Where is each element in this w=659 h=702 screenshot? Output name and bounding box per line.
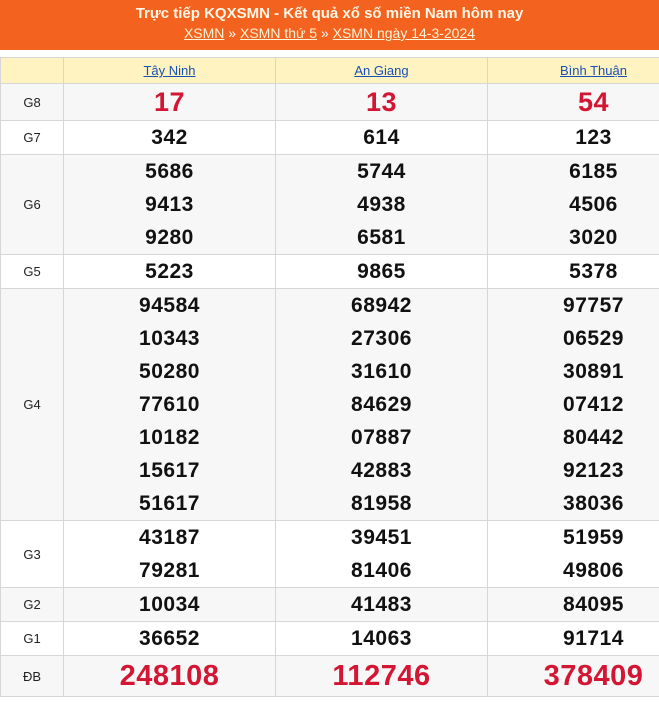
prize-label: G2 (1, 588, 64, 622)
winning-number: 50280 (139, 360, 200, 383)
prize-cell (488, 155, 659, 255)
prize-row-g2 (1, 588, 659, 622)
prize-label: ĐB (1, 656, 64, 697)
winning-number: 97757 (563, 294, 624, 317)
winning-number: 3020 (569, 226, 618, 249)
prize-row-g7 (1, 121, 659, 155)
winning-number: 4938 (357, 193, 406, 216)
prize-cell (488, 121, 659, 155)
prize-row-g3 (1, 521, 659, 588)
winning-number: 17 (153, 87, 186, 117)
prize-cell (488, 521, 659, 588)
winning-number: 27306 (351, 327, 412, 350)
winning-number: 5686 (145, 160, 194, 183)
page-title: Trực tiếp KQXSMN - Kết quả xổ số miền Nam hôm nay (135, 5, 524, 22)
province-link-an-giang[interactable]: An Giang (354, 63, 409, 78)
prize-cell (64, 255, 276, 289)
winning-number: 39451 (351, 526, 412, 549)
prize-column-header (1, 58, 64, 84)
prize-row-g6 (1, 155, 659, 255)
winning-number: 36652 (139, 627, 200, 650)
prize-row-g4 (1, 289, 659, 521)
winning-number: 6581 (357, 226, 406, 249)
breadcrumb-xsmn-date[interactable]: XSMN ngày 14-3-2024 (332, 25, 476, 41)
prize-cell (64, 155, 276, 255)
winning-number: 81958 (351, 492, 412, 515)
winning-number: 81406 (351, 559, 412, 582)
winning-number: 4506 (569, 193, 618, 216)
winning-number: 614 (363, 126, 400, 149)
prize-row-đb (1, 656, 659, 697)
prize-cell (276, 289, 488, 521)
prize-cell (276, 155, 488, 255)
prize-cell (488, 656, 659, 697)
prize-table-body (1, 84, 659, 697)
page-header (0, 0, 659, 50)
prize-cell (488, 255, 659, 289)
winning-number: 9280 (145, 226, 194, 249)
prize-row-g1 (1, 622, 659, 656)
winning-number: 5378 (569, 260, 618, 283)
winning-number: 5223 (145, 260, 194, 283)
winning-number: 112746 (332, 660, 431, 692)
province-header (276, 58, 488, 84)
winning-number: 10034 (139, 593, 200, 616)
prize-cell (488, 588, 659, 622)
results-table (0, 57, 659, 697)
winning-number: 68942 (351, 294, 412, 317)
prize-cell (64, 588, 276, 622)
prize-cell (64, 121, 276, 155)
winning-number: 9413 (145, 193, 194, 216)
winning-number: 42883 (351, 459, 412, 482)
winning-number: 80442 (563, 426, 624, 449)
winning-number: 248108 (119, 660, 220, 692)
winning-number: 07887 (351, 426, 412, 449)
province-header-row (1, 58, 659, 84)
breadcrumb (0, 23, 659, 43)
prize-label: G4 (1, 289, 64, 521)
prize-label: G6 (1, 155, 64, 255)
prize-cell (488, 622, 659, 656)
prize-cell (64, 521, 276, 588)
winning-number: 84095 (563, 593, 624, 616)
prize-label: G3 (1, 521, 64, 588)
winning-number: 79281 (139, 559, 200, 582)
winning-number: 51617 (139, 492, 200, 515)
winning-number: 342 (151, 126, 188, 149)
province-header (488, 58, 659, 84)
prize-row-g8 (1, 84, 659, 121)
winning-number: 51959 (563, 526, 624, 549)
winning-number: 41483 (351, 593, 412, 616)
prize-cell (488, 289, 659, 521)
winning-number: 123 (575, 126, 612, 149)
prize-row-g5 (1, 255, 659, 289)
winning-number: 6185 (569, 160, 618, 183)
winning-number: 31610 (351, 360, 412, 383)
breadcrumb-separator: » (228, 25, 237, 41)
prize-cell (64, 289, 276, 521)
winning-number: 38036 (563, 492, 624, 515)
prize-cell (276, 656, 488, 697)
prize-cell (276, 622, 488, 656)
province-link-binh-thuan[interactable]: Bình Thuận (560, 63, 627, 78)
prize-cell (276, 588, 488, 622)
breadcrumb-separator: » (320, 25, 329, 41)
winning-number: 91714 (563, 627, 624, 650)
prize-cell (276, 84, 488, 121)
winning-number: 84629 (351, 393, 412, 416)
winning-number: 30891 (563, 360, 624, 383)
winning-number: 43187 (139, 526, 200, 549)
prize-cell (276, 521, 488, 588)
prize-label: G5 (1, 255, 64, 289)
winning-number: 06529 (563, 327, 624, 350)
breadcrumb-xsmn-thu5[interactable]: XSMN thứ 5 (239, 25, 318, 41)
prize-cell (276, 255, 488, 289)
prize-cell (488, 84, 659, 121)
winning-number: 14063 (351, 627, 412, 650)
province-link-tay-ninh[interactable]: Tây Ninh (143, 63, 196, 78)
winning-number: 07412 (563, 393, 624, 416)
prize-cell (64, 622, 276, 656)
winning-number: 378409 (543, 660, 644, 692)
winning-number: 94584 (139, 294, 200, 317)
winning-number: 10343 (139, 327, 200, 350)
prize-cell (64, 84, 276, 121)
prize-label: G8 (1, 84, 64, 121)
breadcrumb-xsmn[interactable]: XSMN (183, 25, 225, 41)
province-header (64, 58, 276, 84)
winning-number: 77610 (139, 393, 200, 416)
winning-number: 54 (577, 87, 610, 117)
winning-number: 5744 (357, 160, 406, 183)
prize-cell (64, 656, 276, 697)
prize-label: G1 (1, 622, 64, 656)
winning-number: 9865 (357, 260, 406, 283)
winning-number: 13 (365, 87, 398, 117)
winning-number: 92123 (563, 459, 624, 482)
prize-label: G7 (1, 121, 64, 155)
winning-number: 15617 (139, 459, 200, 482)
prize-cell (276, 121, 488, 155)
winning-number: 10182 (139, 426, 200, 449)
winning-number: 49806 (563, 559, 624, 582)
